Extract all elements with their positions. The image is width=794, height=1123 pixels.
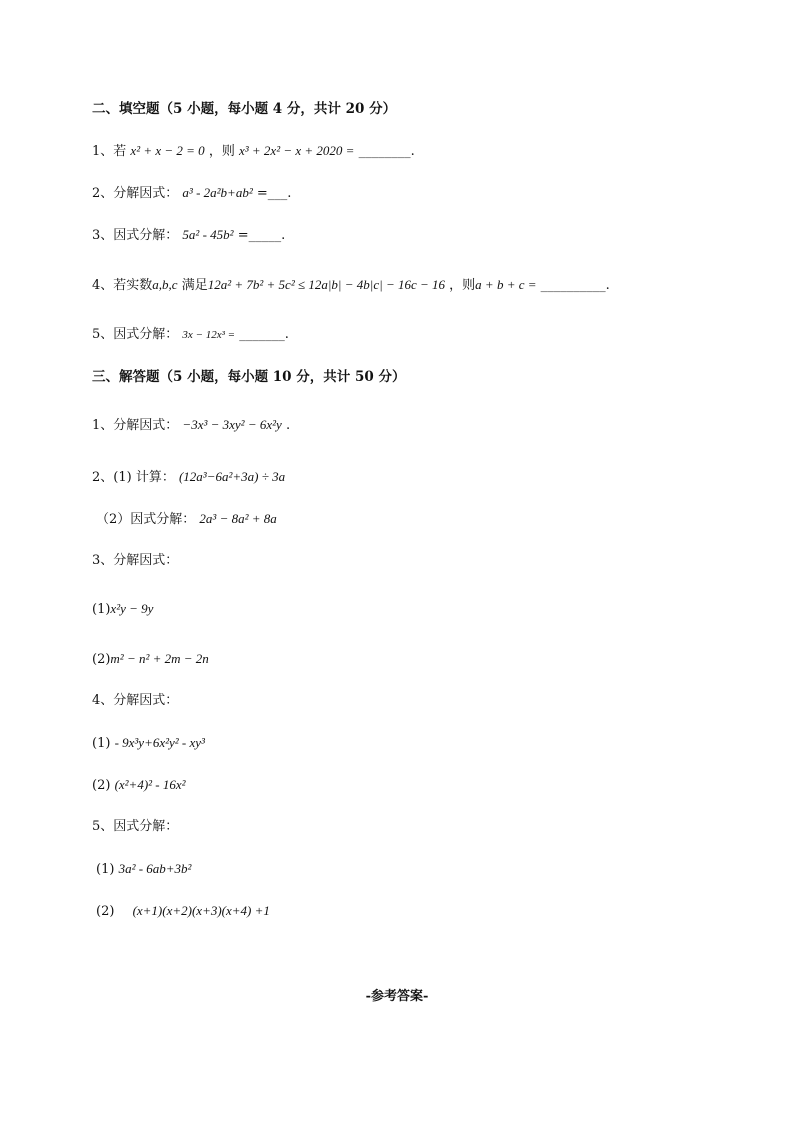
- question-solve-4-title: 4、分解因式：: [92, 693, 179, 708]
- question-label: （2）因式分解：: [96, 512, 196, 527]
- question-text: ，则: [449, 278, 476, 293]
- question-solve-5-title: 5、因式分解：: [92, 819, 179, 834]
- question-label: 3、因式分解：: [92, 228, 179, 243]
- question-fill-1: [92, 142, 415, 161]
- math-expression: m² − n² + 2m − 2n: [110, 651, 209, 666]
- question-solve-5b: [96, 902, 270, 921]
- section-heading-solve: 三、解答题（5 小题，每小题 10 分，共计 50 分）: [92, 369, 406, 385]
- question-label: 1、分解因式：: [92, 418, 179, 433]
- question-solve-5a: [96, 860, 191, 879]
- question-text: .: [285, 418, 291, 433]
- math-expression: 5a² - 45b²: [182, 227, 234, 242]
- question-solve-3a: [92, 600, 153, 619]
- question-label: (2): [92, 652, 111, 667]
- answer-blank: =___.: [256, 186, 292, 201]
- answer-key-title: -参考答案-: [365, 989, 429, 1004]
- math-expression: 2a³ − 8a² + 8a: [199, 511, 277, 526]
- math-expression: 12a² + 7b² + 5c² ≤ 12a|b| − 4b|c| − 16c − 16: [207, 277, 446, 292]
- question-solve-1: [92, 416, 290, 435]
- question-label: (1): [92, 736, 111, 751]
- question-text: 满足: [181, 278, 208, 293]
- question-fill-4: [92, 276, 610, 295]
- math-expression: −3x³ − 3xy² − 6x²y: [182, 417, 282, 432]
- question-solve-4a: [92, 734, 205, 753]
- math-expression: x² + x − 2 = 0: [130, 143, 205, 158]
- question-label: (1): [92, 602, 111, 617]
- question-label: 4、若实数: [92, 278, 153, 293]
- math-expression: a + b + c =: [475, 277, 537, 292]
- math-expression: (x²+4)² - 16x²: [114, 777, 186, 792]
- math-expression: a,b,c: [152, 277, 178, 292]
- question-label: (1): [96, 862, 115, 877]
- question-solve-3-title: 3、分解因式：: [92, 553, 179, 568]
- question-label: 2、(1) 计算：: [92, 470, 175, 485]
- question-label: (2): [96, 904, 115, 919]
- math-expression: x²y − 9y: [110, 601, 154, 616]
- question-text: ，则: [208, 144, 235, 159]
- math-expression: (x+1)(x+2)(x+3)(x+4) +1: [132, 903, 270, 918]
- section-heading-fill-in-blank: 二、填空题（5 小题，每小题 4 分，共计 20 分）: [92, 101, 397, 117]
- question-solve-2b: [96, 510, 277, 529]
- answer-blank: ________.: [358, 144, 415, 159]
- question-solve-3b: [92, 650, 209, 669]
- math-expression: - 9x³y+6x²y² - xy³: [114, 735, 205, 750]
- question-solve-4b: [92, 776, 186, 795]
- question-label: 2、分解因式：: [92, 186, 179, 201]
- math-expression: 3x − 12x³ =: [182, 329, 236, 341]
- answer-blank: __________.: [540, 278, 610, 293]
- question-label: 5、因式分解：: [92, 327, 179, 342]
- math-expression: x³ + 2x² − x + 2020 =: [238, 143, 355, 158]
- answer-blank: =_____.: [237, 228, 286, 243]
- question-label: (2): [92, 778, 111, 793]
- math-expression: (12a³−6a²+3a) ÷ 3a: [178, 469, 286, 484]
- question-solve-2a: [92, 468, 285, 487]
- answer-blank: _______.: [239, 327, 289, 342]
- question-label: 1、若: [92, 144, 127, 159]
- math-expression: a³ - 2a²b+ab²: [182, 185, 253, 200]
- question-fill-3: [92, 226, 285, 245]
- math-expression: 3a² - 6ab+3b²: [118, 861, 192, 876]
- question-fill-2: [92, 184, 291, 203]
- question-fill-5: [92, 326, 289, 344]
